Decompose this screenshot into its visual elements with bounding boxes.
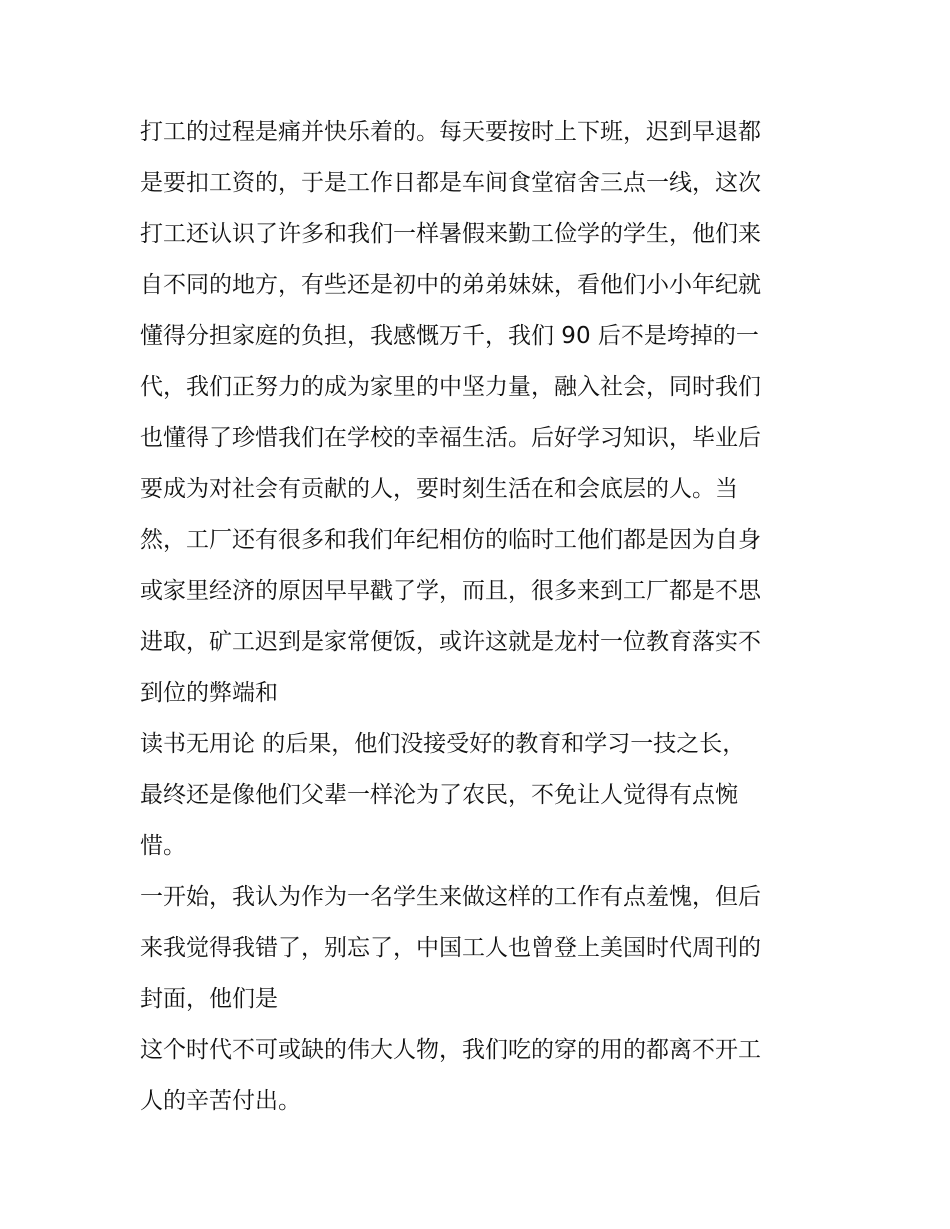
text-line: 懂得分担家庭的负担，我感慨万千，我们 90 后不是垮掉的一 [140,323,759,349]
text-line: 打工的过程是痛并快乐着的。每天要按时上下班，迟到早退都 [140,119,761,145]
text-line: 进取，矿工迟到是家常便饭，或许这就是龙村一位教育落实不 [140,629,761,655]
text-line: 一开始，我认为作为一名学生来做这样的工作有点羞愧，但后 [140,884,761,910]
body-text [140,107,820,1127]
text-line: 来我觉得我错了，别忘了，中国工人也曾登上美国时代周刊的 [140,935,761,961]
text-line: 最终还是像他们父辈一样沦为了农民，不免让人觉得有点惋 [140,782,738,808]
text-line: 要成为对社会有贡献的人，要时刻生活在和会底层的人。当 [140,476,738,502]
text-line: 惜。 [140,833,186,859]
text-line: 也懂得了珍惜我们在学校的幸福生活。后好学习知识，毕业后 [140,425,761,451]
text-line: 然，工厂还有很多和我们年纪相仿的临时工他们都是因为自身 [140,527,761,553]
text-line: 是要扣工资的，于是工作日都是车间食堂宿舍三点一线，这次 [140,170,761,196]
text-line: 自不同的地方，有些还是初中的弟弟妹妹，看他们小小年纪就 [140,272,761,298]
text-line: 读书无用论 的后果，他们没接受好的教育和学习一技之长， [140,731,746,757]
text-line: 代，我们正努力的成为家里的中坚力量，融入社会，同时我们 [140,374,761,400]
text-line: 打工还认识了许多和我们一样暑假来勤工俭学的学生，他们来 [140,221,761,247]
text-line: 到位的弊端和 [140,680,278,706]
text-line: 或家里经济的原因早早戳了学，而且，很多来到工厂都是不思 [140,578,761,604]
text-line: 人的辛苦付出。 [140,1088,301,1114]
text-line: 封面，他们是 [140,986,278,1012]
text-line: 这个时代不可或缺的伟大人物，我们吃的穿的用的都离不开工 [140,1037,761,1063]
